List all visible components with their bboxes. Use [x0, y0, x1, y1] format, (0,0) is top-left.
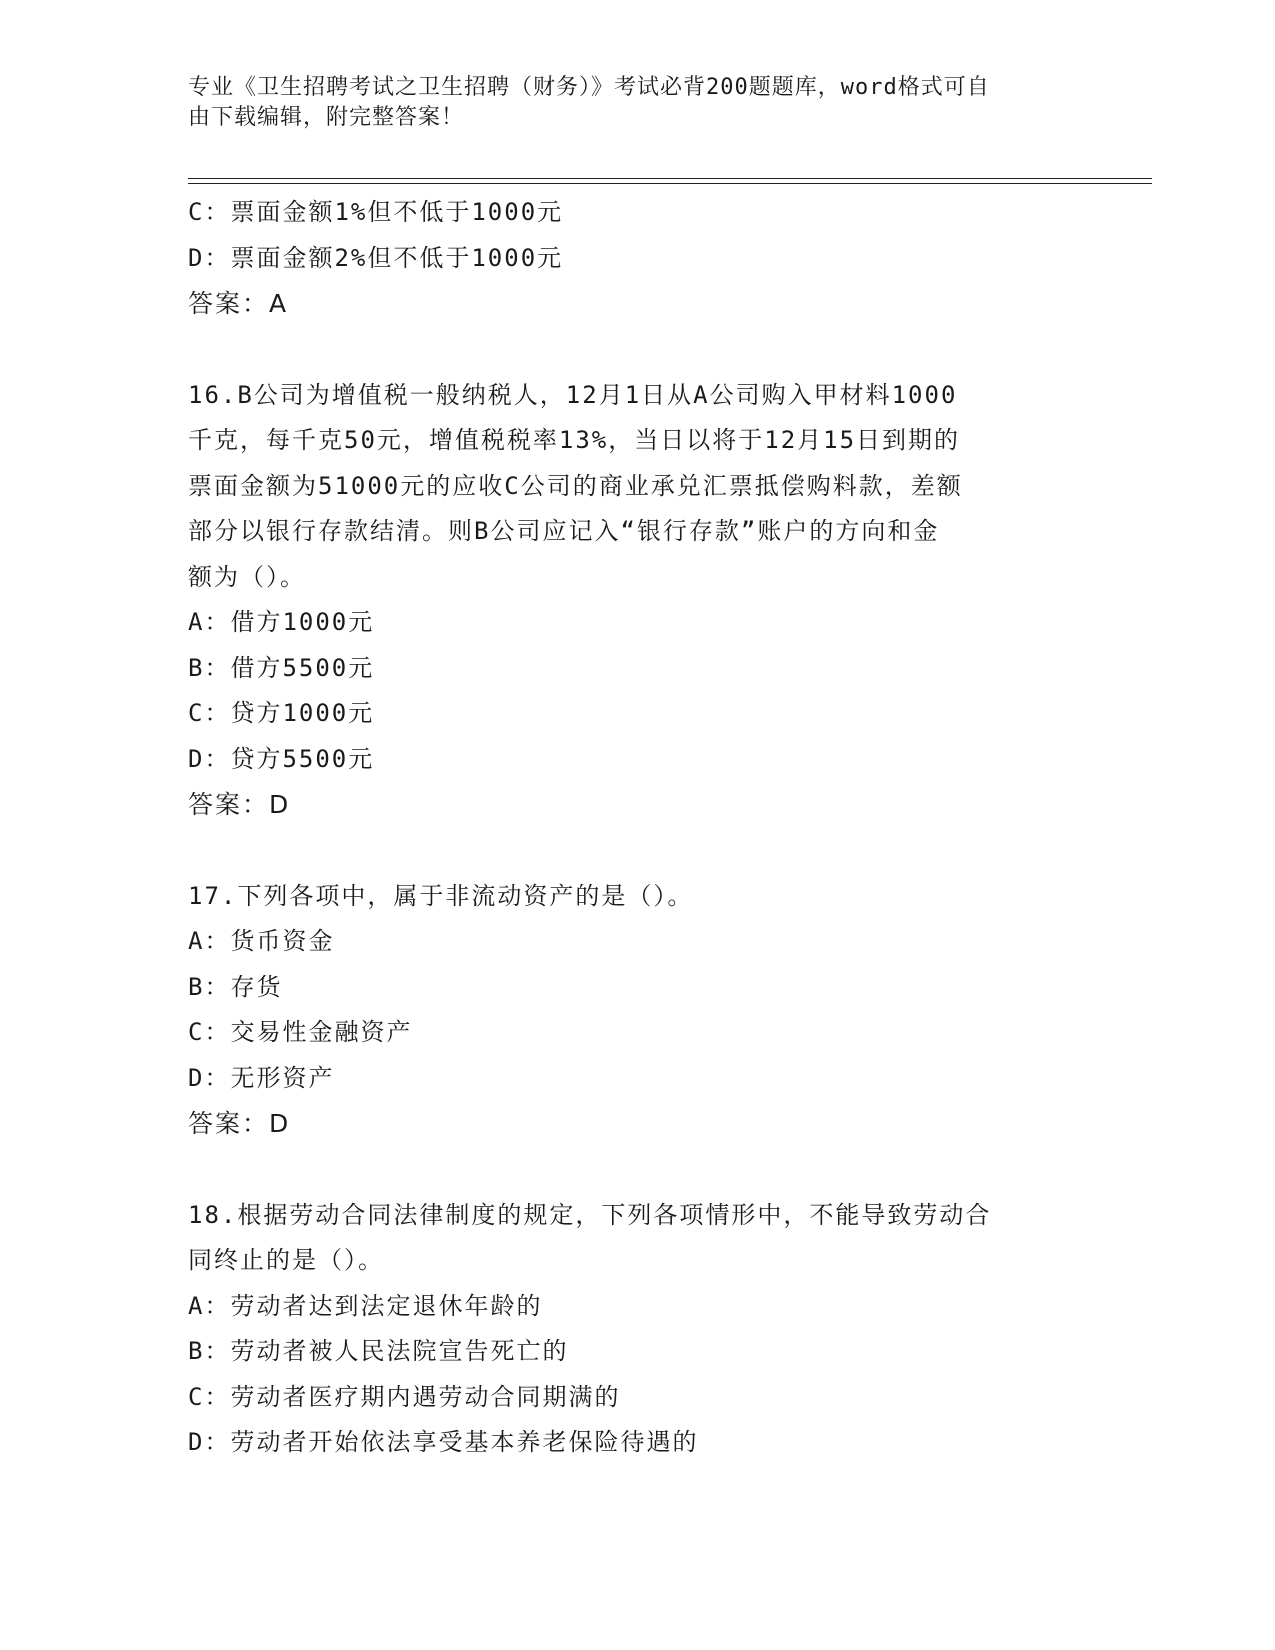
option-b: B：劳动者被人民法院宣告死亡的 — [188, 1337, 569, 1365]
option-b: B：借方5500元 — [188, 653, 375, 682]
question-stem-line: 18.根据劳动合同法律制度的规定，下列各项情形中，不能导致劳动合 — [188, 1200, 992, 1229]
question-stem: 17.下列各项中，属于非流动资产的是（）。 — [188, 881, 694, 910]
answer: 答案：D — [188, 790, 291, 819]
answer: 答案：A — [188, 289, 289, 318]
answer: 答案：D — [188, 1109, 291, 1138]
page-header — [188, 73, 1068, 133]
option-d: D：无形资产 — [188, 1063, 335, 1092]
question-17 — [188, 874, 1088, 1147]
header-divider-bottom — [188, 183, 1152, 184]
header-line-1: 专业《卫生招聘考试之卫生招聘（财务）》考试必背200题题库，word格式可自 — [188, 75, 990, 100]
question-15 — [188, 190, 1088, 327]
question-stem-line: 额为（）。 — [188, 562, 306, 591]
option-a: A：借方1000元 — [188, 608, 375, 636]
option-c: C：交易性金融资产 — [188, 1018, 413, 1046]
option-d: D：票面金额2%但不低于1000元 — [188, 243, 564, 272]
option-a: A：货币资金 — [188, 927, 335, 955]
option-b: B：存货 — [188, 972, 283, 1001]
header-line-2: 由下载编辑，附完整答案！ — [188, 105, 465, 130]
option-d: D：贷方5500元 — [188, 744, 375, 773]
question-stem-line: 同终止的是（）。 — [188, 1246, 384, 1274]
question-stem-line: 16.B公司为增值税一般纳税人，12月1日从A公司购入甲材料1000 — [188, 380, 958, 409]
question-18 — [188, 1193, 1088, 1466]
document-body — [188, 190, 1088, 1466]
question-16 — [188, 373, 1088, 828]
question-stem-line: 千克，每千克50元，增值税税率13%，当日以将于12月15日到期的 — [188, 426, 961, 454]
option-c: C：劳动者医疗期内遇劳动合同期满的 — [188, 1382, 621, 1411]
spacer — [188, 828, 1088, 874]
option-c: C：贷方1000元 — [188, 699, 375, 727]
spacer — [188, 1147, 1088, 1193]
question-stem-line: 部分以银行存款结清。则B公司应记入“银行存款”账户的方向和金 — [188, 517, 940, 545]
spacer — [188, 327, 1088, 373]
question-stem-line: 票面金额为51000元的应收C公司的商业承兑汇票抵偿购料款，差额 — [188, 471, 963, 500]
header-divider-top — [188, 178, 1152, 179]
option-a: A：劳动者达到法定退休年龄的 — [188, 1291, 543, 1320]
option-c: C：票面金额1%但不低于1000元 — [188, 198, 564, 226]
option-d: D：劳动者开始依法享受基本养老保险待遇的 — [188, 1428, 699, 1456]
